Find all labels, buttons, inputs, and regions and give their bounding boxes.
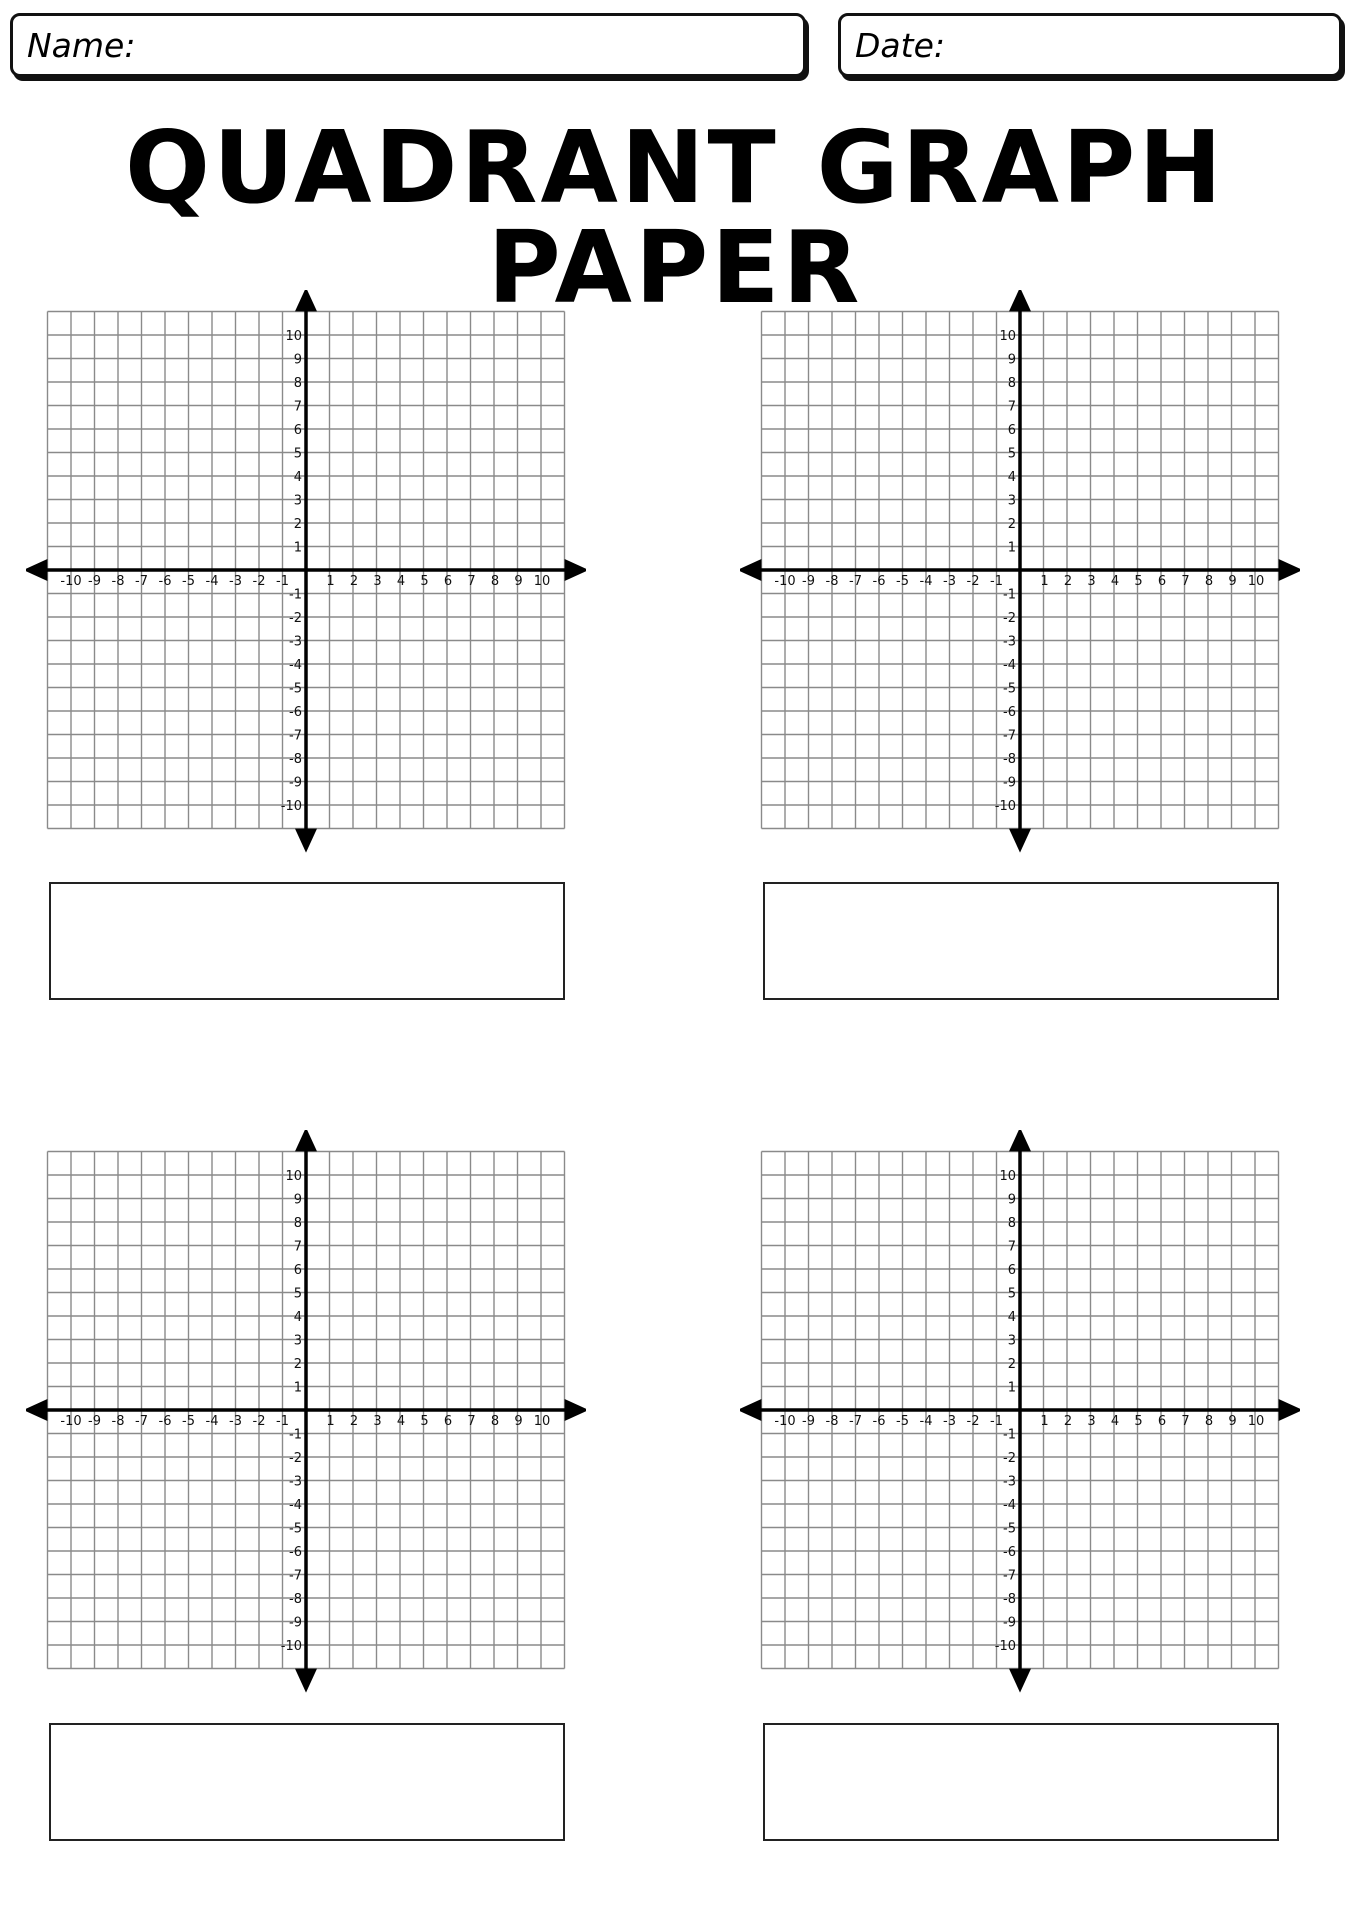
y-tick-label: 4 (293, 470, 302, 485)
x-tick-label: -10 (774, 1414, 796, 1429)
x-tick-label: 8 (1204, 1414, 1214, 1429)
x-tick-label: 6 (443, 574, 453, 589)
x-tick-label: -1 (990, 1414, 1003, 1429)
y-tick-label: -7 (1003, 1568, 1016, 1584)
y-tick-label: -5 (1003, 1521, 1016, 1537)
y-tick-label: 3 (1007, 1333, 1016, 1349)
y-tick-label: 8 (1007, 376, 1016, 391)
x-tick-label: 9 (514, 1414, 523, 1429)
x-tick-label: -8 (825, 574, 839, 589)
x-tick-label: -4 (919, 1414, 933, 1429)
x-tick-label: -7 (849, 1414, 862, 1429)
y-tick-label: -6 (1003, 705, 1016, 720)
x-tick-label: 2 (349, 574, 359, 589)
x-tick-label: -9 (88, 574, 101, 589)
x-tick-label: 8 (490, 1414, 500, 1429)
y-tick-label: -10 (280, 799, 302, 814)
x-tick-label: 10 (1247, 574, 1265, 589)
x-tick-label: -10 (60, 574, 82, 589)
x-tick-label: -3 (229, 574, 242, 589)
x-tick-label: 9 (1228, 574, 1237, 589)
y-tick-label: 5 (1007, 1286, 1016, 1302)
x-tick-label: -2 (252, 574, 266, 589)
x-tick-label: -8 (111, 1414, 125, 1429)
y-tick-label: -10 (280, 1639, 302, 1654)
y-axis-up-arrow-icon (295, 290, 317, 311)
y-tick-label: -4 (1003, 1498, 1016, 1513)
graph-svg (740, 290, 1300, 860)
graph-svg (26, 290, 586, 860)
x-tick-label: -5 (182, 574, 195, 589)
y-tick-label: 8 (293, 376, 302, 391)
x-tick-label: 3 (373, 574, 382, 589)
coordinate-plane-bottom-left[interactable] (26, 1130, 586, 1700)
y-tick-label: -2 (289, 1451, 302, 1466)
y-tick-label: 10 (999, 329, 1016, 344)
x-axis-right-arrow-icon (1279, 1399, 1300, 1421)
y-tick-label: 2 (1007, 517, 1016, 532)
x-tick-label: 5 (420, 574, 429, 589)
x-tick-label: -3 (229, 1414, 242, 1429)
x-tick-label: 5 (420, 1414, 429, 1429)
y-tick-label: -4 (289, 658, 302, 673)
y-tick-label: 2 (293, 517, 302, 532)
y-tick-label: -1 (1003, 1427, 1016, 1443)
y-tick-label: -6 (289, 1545, 302, 1560)
y-tick-label: 8 (293, 1216, 302, 1231)
y-tick-label: 2 (1007, 1357, 1016, 1372)
x-tick-label: -5 (896, 1414, 909, 1429)
coordinate-plane-top-left[interactable] (26, 290, 586, 860)
x-tick-label: 7 (1181, 1414, 1190, 1429)
y-tick-label: -3 (1003, 1474, 1016, 1490)
x-tick-label: 8 (1204, 574, 1214, 589)
x-axis-left-arrow-icon (26, 559, 47, 581)
graph-svg (26, 1130, 586, 1700)
x-tick-label: 3 (373, 1414, 382, 1429)
y-tick-label: 9 (1007, 352, 1016, 368)
y-tick-label: 6 (1007, 1263, 1016, 1278)
graph-svg (740, 1130, 1300, 1700)
x-tick-label: -7 (135, 1414, 148, 1429)
x-tick-label: -2 (966, 574, 980, 589)
y-tick-label: 7 (1007, 399, 1016, 415)
x-tick-label: 4 (396, 1414, 406, 1429)
x-tick-label: -4 (205, 1414, 219, 1429)
x-tick-label: 7 (467, 1414, 476, 1429)
y-tick-label: -3 (289, 634, 302, 650)
y-tick-label: 7 (293, 1239, 302, 1255)
y-tick-label: 9 (293, 352, 302, 368)
x-tick-label: -9 (802, 1414, 815, 1429)
x-tick-label: 6 (1157, 574, 1167, 589)
x-tick-label: -3 (943, 574, 956, 589)
y-tick-label: -5 (1003, 681, 1016, 697)
x-tick-label: 3 (1087, 574, 1096, 589)
x-tick-label: -2 (252, 1414, 266, 1429)
x-tick-label: -9 (88, 1414, 101, 1429)
x-tick-label: 10 (533, 1414, 551, 1429)
x-tick-label: -1 (990, 574, 1003, 589)
x-tick-label: -7 (135, 574, 148, 589)
y-tick-label: 9 (1007, 1192, 1016, 1208)
y-tick-label: -6 (1003, 1545, 1016, 1560)
y-tick-label: -7 (1003, 728, 1016, 744)
y-tick-label: 3 (293, 493, 302, 509)
x-axis-left-arrow-icon (740, 1399, 761, 1421)
coordinate-plane-bottom-right[interactable] (740, 1130, 1300, 1700)
x-tick-label: 10 (1247, 1414, 1265, 1429)
y-tick-label: 1 (293, 1380, 302, 1396)
x-tick-label: -2 (966, 1414, 980, 1429)
x-tick-label: -1 (276, 1414, 289, 1429)
y-tick-label: 6 (293, 423, 302, 438)
x-tick-label: 8 (490, 574, 500, 589)
x-tick-label: -8 (111, 574, 125, 589)
x-tick-label: 7 (1181, 574, 1190, 589)
y-tick-label: 8 (1007, 1216, 1016, 1231)
y-tick-label: 5 (293, 1286, 302, 1302)
y-tick-label: -10 (994, 799, 1016, 814)
x-tick-label: 5 (1134, 574, 1143, 589)
x-tick-label: -1 (276, 574, 289, 589)
x-axis-right-arrow-icon (565, 1399, 586, 1421)
y-tick-label: -2 (289, 611, 302, 626)
x-axis-left-arrow-icon (26, 1399, 47, 1421)
x-tick-label: 9 (514, 574, 523, 589)
y-tick-label: -2 (1003, 611, 1016, 626)
name-label: Name: (27, 26, 136, 65)
y-axis-down-arrow-icon (1009, 829, 1031, 853)
y-tick-label: -4 (1003, 658, 1016, 673)
x-tick-label: 5 (1134, 1414, 1143, 1429)
y-tick-label: 3 (293, 1333, 302, 1349)
x-tick-label: -3 (943, 1414, 956, 1429)
x-tick-label: 10 (533, 574, 551, 589)
y-axis-down-arrow-icon (295, 1669, 317, 1693)
y-tick-label: -4 (289, 1498, 302, 1513)
y-tick-label: 10 (285, 329, 302, 344)
y-tick-label: -9 (289, 1615, 302, 1631)
y-tick-label: 6 (293, 1263, 302, 1278)
page-title: QUADRANT GRAPH PAPER (124, 109, 1226, 326)
y-tick-label: 7 (293, 399, 302, 415)
y-tick-label: 10 (285, 1169, 302, 1184)
x-tick-label: -7 (849, 574, 862, 589)
x-axis-left-arrow-icon (740, 559, 761, 581)
x-tick-label: 1 (1040, 574, 1049, 589)
x-tick-label: 3 (1087, 1414, 1096, 1429)
y-tick-label: -1 (289, 587, 302, 603)
y-tick-label: -10 (994, 1639, 1016, 1654)
answer-box-bottom-right[interactable] (763, 1723, 1279, 1841)
y-tick-label: -5 (289, 1521, 302, 1537)
x-tick-label: -4 (205, 574, 219, 589)
y-tick-label: -9 (1003, 775, 1016, 791)
y-tick-label: 1 (293, 540, 302, 556)
y-tick-label: -2 (1003, 1451, 1016, 1466)
date-label: Date: (855, 26, 945, 65)
y-tick-label: 3 (1007, 493, 1016, 509)
x-tick-label: -6 (872, 574, 886, 589)
answer-box-top-left[interactable] (49, 882, 565, 1000)
y-tick-label: -7 (289, 728, 302, 744)
x-tick-label: 4 (1110, 574, 1120, 589)
y-axis-up-arrow-icon (1009, 1130, 1031, 1151)
x-tick-label: -8 (825, 1414, 839, 1429)
y-tick-label: 9 (293, 1192, 302, 1208)
y-tick-label: -8 (289, 1592, 302, 1607)
x-axis-right-arrow-icon (1279, 559, 1300, 581)
y-tick-label: -6 (289, 705, 302, 720)
y-tick-label: -3 (289, 1474, 302, 1490)
x-tick-label: 9 (1228, 1414, 1237, 1429)
y-tick-label: 5 (1007, 446, 1016, 462)
y-axis-up-arrow-icon (295, 1130, 317, 1151)
x-tick-label: 6 (443, 1414, 453, 1429)
name-field[interactable] (10, 13, 806, 77)
y-axis-down-arrow-icon (295, 829, 317, 853)
y-tick-label: -5 (289, 681, 302, 697)
y-tick-label: -8 (1003, 752, 1016, 767)
x-tick-label: -5 (182, 1414, 195, 1429)
y-axis-up-arrow-icon (1009, 290, 1031, 311)
coordinate-plane-top-right[interactable] (740, 290, 1300, 860)
x-tick-label: -10 (774, 574, 796, 589)
y-tick-label: -7 (289, 1568, 302, 1584)
x-tick-label: 1 (1040, 1414, 1049, 1429)
x-tick-label: 4 (1110, 1414, 1120, 1429)
y-tick-label: -8 (289, 752, 302, 767)
x-tick-label: 1 (326, 1414, 335, 1429)
x-tick-label: -10 (60, 1414, 82, 1429)
y-axis-down-arrow-icon (1009, 1669, 1031, 1693)
y-tick-label: -1 (289, 1427, 302, 1443)
y-tick-label: 1 (1007, 540, 1016, 556)
y-tick-label: 4 (293, 1310, 302, 1325)
x-tick-label: 2 (1063, 574, 1073, 589)
y-tick-label: 1 (1007, 1380, 1016, 1396)
x-tick-label: 2 (1063, 1414, 1073, 1429)
x-tick-label: 2 (349, 1414, 359, 1429)
y-tick-label: -9 (1003, 1615, 1016, 1631)
y-tick-label: 2 (293, 1357, 302, 1372)
answer-box-bottom-left[interactable] (49, 1723, 565, 1841)
x-tick-label: -5 (896, 574, 909, 589)
x-tick-label: -6 (158, 1414, 172, 1429)
x-axis-right-arrow-icon (565, 559, 586, 581)
y-tick-label: 10 (999, 1169, 1016, 1184)
x-tick-label: -4 (919, 574, 933, 589)
y-tick-label: 6 (1007, 423, 1016, 438)
y-tick-label: -3 (1003, 634, 1016, 650)
x-tick-label: 6 (1157, 1414, 1167, 1429)
x-tick-label: -6 (158, 574, 172, 589)
x-tick-label: 1 (326, 574, 335, 589)
y-tick-label: 5 (293, 446, 302, 462)
answer-box-top-right[interactable] (763, 882, 1279, 1000)
y-tick-label: 4 (1007, 1310, 1016, 1325)
y-tick-label: -9 (289, 775, 302, 791)
x-tick-label: 7 (467, 574, 476, 589)
x-tick-label: -9 (802, 574, 815, 589)
x-tick-label: 4 (396, 574, 406, 589)
date-field[interactable] (838, 13, 1342, 77)
y-tick-label: -8 (1003, 1592, 1016, 1607)
y-tick-label: 4 (1007, 470, 1016, 485)
y-tick-label: -1 (1003, 587, 1016, 603)
x-tick-label: -6 (872, 1414, 886, 1429)
y-tick-label: 7 (1007, 1239, 1016, 1255)
